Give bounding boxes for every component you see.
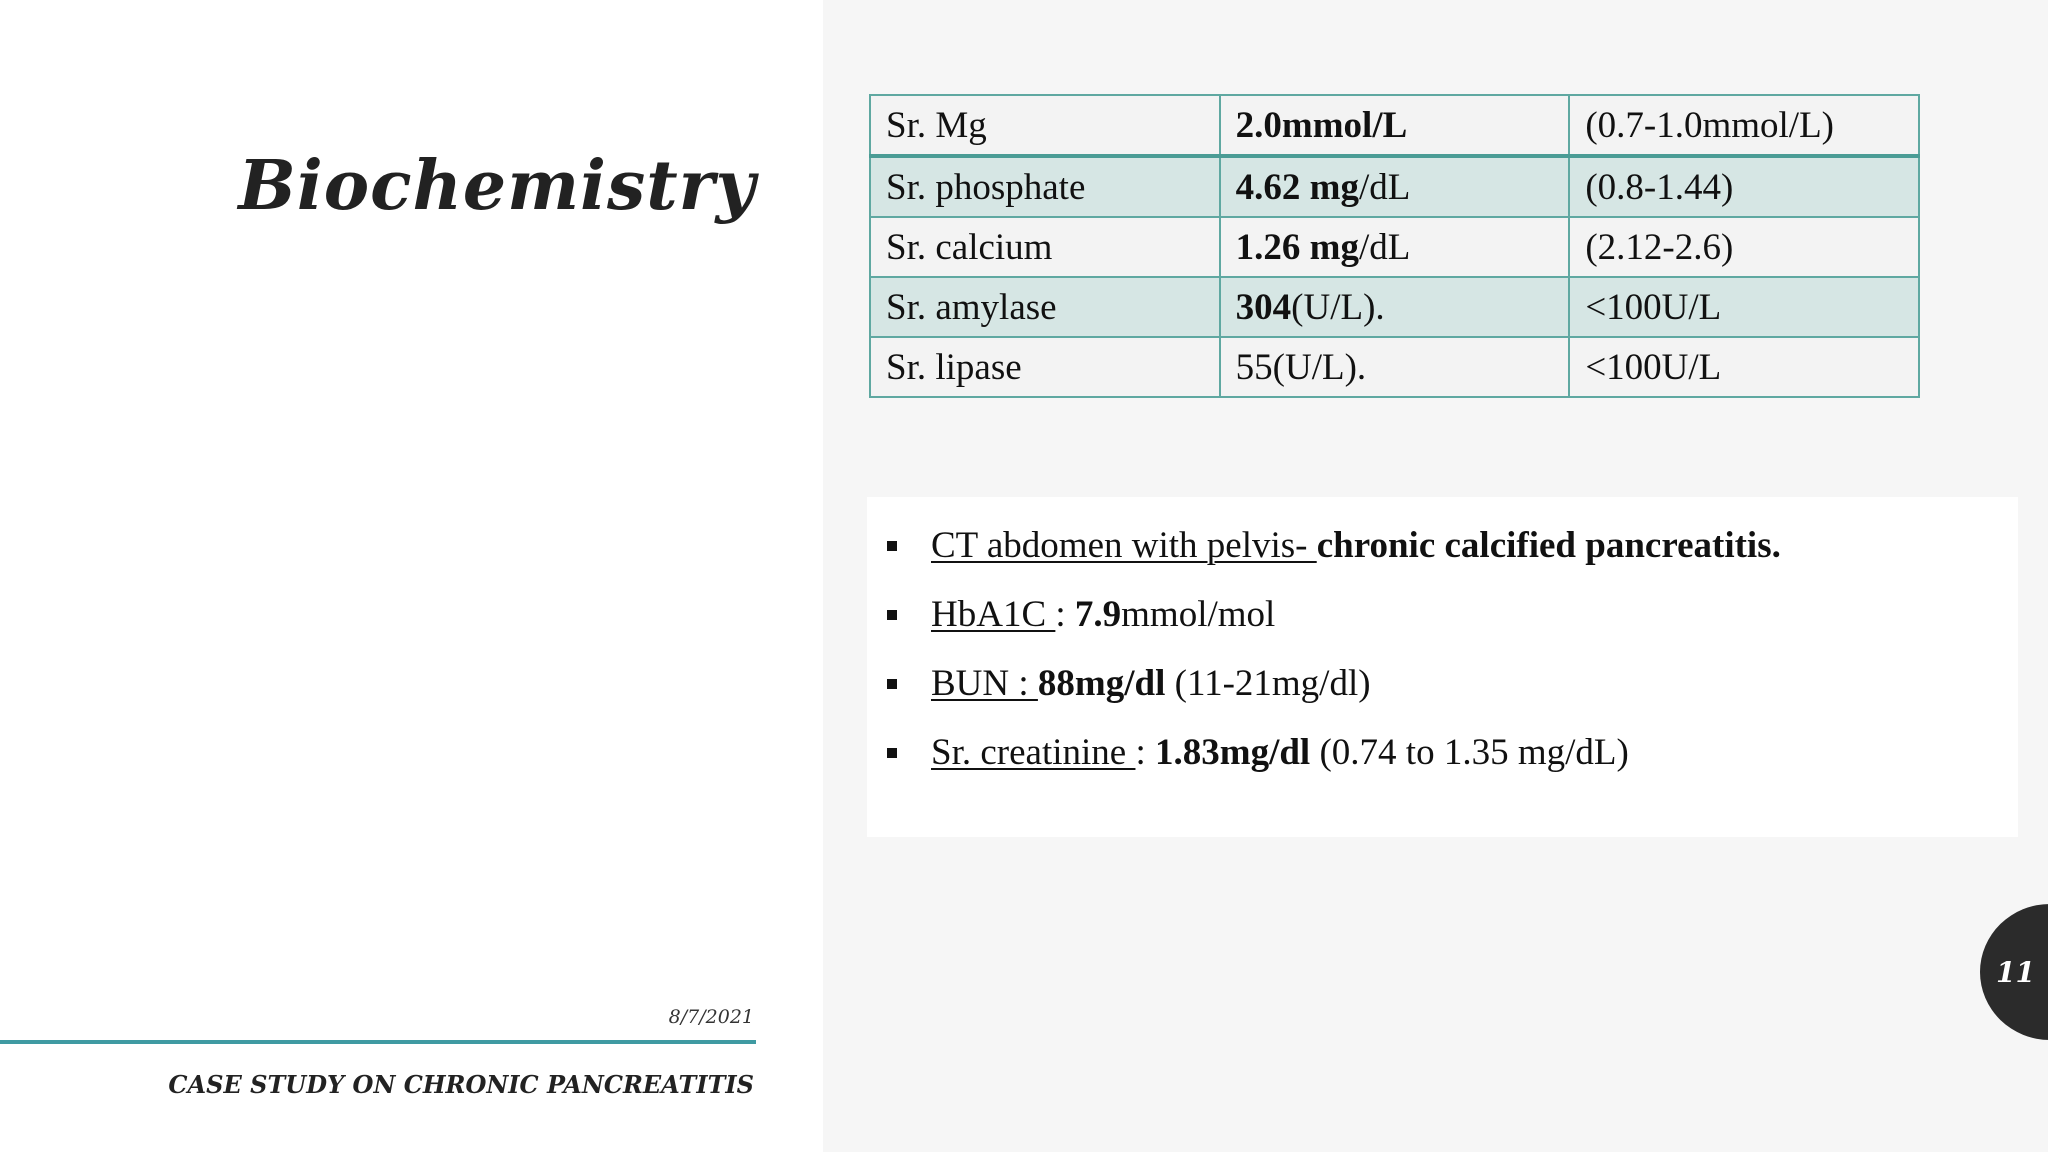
footer-divider — [0, 1040, 756, 1044]
bullet-square-icon — [887, 679, 897, 689]
reference-range-cell: (0.8-1.44) — [1569, 156, 1919, 217]
finding-label: CT abdomen with pelvis- — [931, 525, 1317, 566]
table-row — [870, 217, 1919, 277]
test-value-unit: (U/L). — [1291, 286, 1385, 328]
test-value-bold: 1.26 mg — [1235, 226, 1359, 268]
bullet-square-icon — [887, 541, 897, 551]
finding-value: 1.83mg/dl — [1155, 732, 1311, 773]
test-value-bold: 2.0mmol/L — [1235, 104, 1408, 146]
findings-box — [867, 497, 2018, 837]
reference-range-cell: (0.7-1.0mmol/L) — [1569, 95, 1919, 156]
list-item — [867, 661, 2018, 730]
test-name-cell: Sr. amylase — [870, 277, 1220, 337]
finding-label: Sr. creatinine — [931, 732, 1136, 773]
finding-label: BUN : — [931, 663, 1038, 704]
finding-detail: (11-21mg/dl) — [1165, 663, 1371, 704]
table-row — [870, 95, 1919, 156]
finding-value: 7.9 — [1074, 594, 1122, 635]
slide-title: Biochemistry — [238, 146, 756, 226]
test-name-cell: Sr. phosphate — [870, 156, 1220, 217]
test-name-cell: Sr. lipase — [870, 337, 1220, 397]
test-value-unit: /dL — [1358, 226, 1411, 268]
lab-results-table — [869, 94, 1920, 398]
reference-range-cell: <100U/L — [1569, 337, 1919, 397]
finding-value: chronic calcified pancreatitis. — [1316, 525, 1781, 566]
page-number: 11 — [1996, 956, 2035, 989]
finding-detail: mmol/mol — [1121, 594, 1276, 635]
footer-title: CASE STUDY ON CHRONIC PANCREATITIS — [168, 1070, 754, 1099]
test-value-cell — [1220, 277, 1570, 337]
test-value-cell — [1220, 156, 1570, 217]
table-row — [870, 156, 1919, 217]
finding-value: 88mg/dl — [1037, 663, 1166, 704]
list-item — [867, 730, 2018, 799]
finding-label: HbA1C — [931, 594, 1056, 635]
finding-separator: : — [1055, 594, 1075, 635]
reference-range-cell: (2.12-2.6) — [1569, 217, 1919, 277]
test-value-cell — [1220, 337, 1570, 397]
test-value-cell — [1220, 217, 1570, 277]
test-value-bold: 4.62 mg — [1235, 166, 1359, 208]
list-item — [867, 592, 2018, 661]
test-value-bold: 304 — [1235, 286, 1292, 328]
slide-date: 8/7/2021 — [668, 1006, 754, 1028]
table-row — [870, 337, 1919, 397]
finding-separator: : — [1135, 732, 1155, 773]
finding-detail: (0.74 to 1.35 mg/dL) — [1310, 732, 1629, 773]
test-name-cell: Sr. calcium — [870, 217, 1220, 277]
test-value-unit: /dL — [1358, 166, 1411, 208]
bullet-square-icon — [887, 610, 897, 620]
test-value-cell — [1220, 95, 1570, 156]
test-name-cell: Sr. Mg — [870, 95, 1220, 156]
table-row — [870, 277, 1919, 337]
reference-range-cell: <100U/L — [1569, 277, 1919, 337]
test-value-unit: 55(U/L). — [1235, 346, 1367, 388]
bullet-square-icon — [887, 748, 897, 758]
findings-list — [867, 497, 2018, 799]
list-item — [867, 523, 2018, 592]
